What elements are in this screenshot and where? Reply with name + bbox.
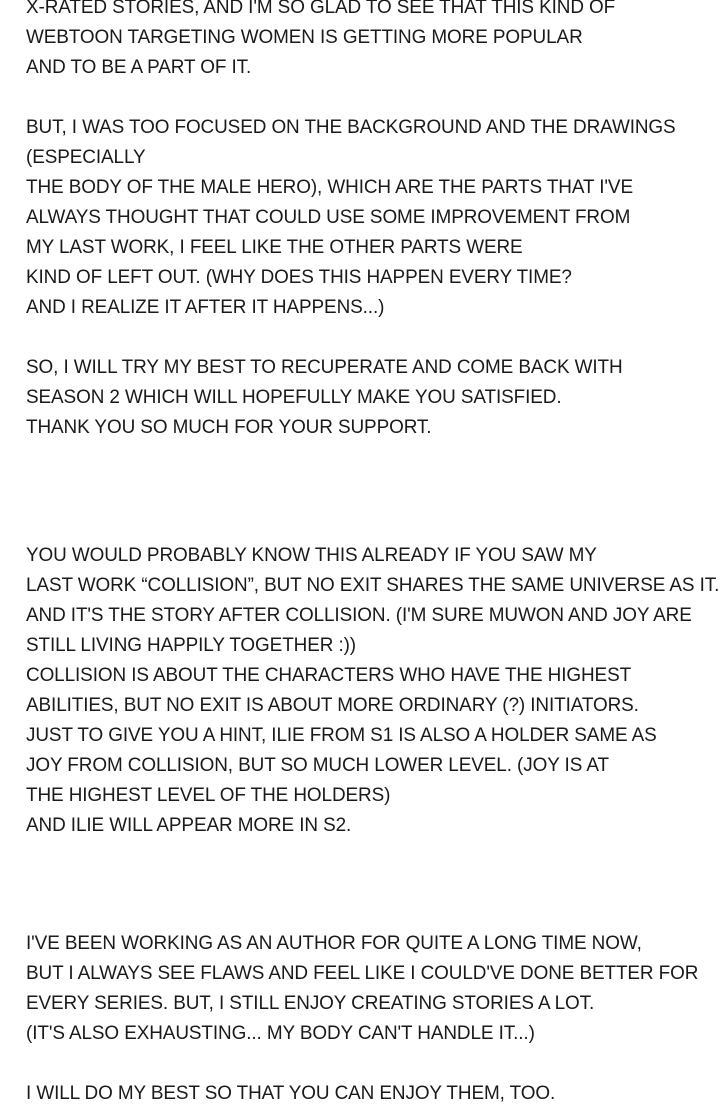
text-line: STILL LIVING HAPPILY TOGETHER :)): [26, 634, 357, 656]
paragraph-block: [26, 540, 720, 840]
paragraph-block: [26, 0, 694, 82]
section-spacer: [26, 442, 694, 540]
section-spacer: [26, 840, 694, 928]
text-line: I'VE BEEN WORKING AS AN AUTHOR FOR QUITE A LONG TIME NOW,: [26, 932, 642, 954]
text-line: THE HIGHEST LEVEL OF THE HOLDERS): [26, 784, 391, 806]
text-line: ALWAYS THOUGHT THAT COULD USE SOME IMPROVEMENT FROM: [26, 206, 631, 228]
paragraph-block: [26, 928, 699, 1048]
text-line: YOU WOULD PROBABLY KNOW THIS ALREADY IF YOU SAW MY: [26, 544, 597, 566]
text-line: KIND OF LEFT OUT. (WHY DOES THIS HAPPEN EVERY TIME?: [26, 266, 572, 288]
text-line: SO, I WILL TRY MY BEST TO RECUPERATE AND COME BACK WITH: [26, 356, 623, 378]
text-line: AND I REALIZE IT AFTER IT HAPPENS...): [26, 296, 385, 318]
text-line: ABILITIES, BUT NO EXIT IS ABOUT MORE ORDINARY (?) INITIATORS.: [26, 694, 639, 716]
text-line: SEASON 2 WHICH WILL HOPEFULLY MAKE YOU SATISFIED.: [26, 386, 562, 408]
text-line: BUT, I WAS TOO FOCUSED ON THE BACKGROUND AND THE DRAWINGS: [26, 116, 676, 138]
paragraph-spacer: [26, 322, 694, 352]
text-line: MY LAST WORK, I FEEL LIKE THE OTHER PARTS WERE: [26, 236, 523, 258]
text-line: JUST TO GIVE YOU A HINT, ILIE FROM S1 IS ALSO A HOLDER SAME AS: [26, 724, 657, 746]
paragraph-spacer: [26, 1048, 694, 1078]
text-line: AND TO BE A PART OF IT.: [26, 56, 252, 78]
text-line: I WILL DO MY BEST SO THAT YOU CAN ENJOY THEM, TOO.: [26, 1082, 556, 1104]
text-line: THE BODY OF THE MALE HERO), WHICH ARE THE PARTS THAT I'VE: [26, 176, 633, 198]
text-line: WEBTOON TARGETING WOMEN IS GETTING MORE POPULAR: [26, 26, 583, 48]
text-line: THANK YOU SO MUCH FOR YOUR SUPPORT.: [26, 416, 432, 438]
paragraph-block: [26, 352, 694, 442]
text-line: LAST WORK “COLLISION”, BUT NO EXIT SHARES THE SAME UNIVERSE AS IT.: [26, 574, 720, 596]
text-line: (IT'S ALSO EXHAUSTING... MY BODY CAN'T HANDLE IT...): [26, 1022, 535, 1044]
paragraph-spacer: [26, 82, 694, 112]
text-line: COLLISION IS ABOUT THE CHARACTERS WHO HAVE THE HIGHEST: [26, 664, 632, 686]
text-line: AND IT'S THE STORY AFTER COLLISION. (I'M SURE MUWON AND JOY ARE: [26, 604, 692, 626]
text-line: (ESPECIALLY: [26, 146, 146, 168]
text-line: EVERY SERIES. BUT, I STILL ENJOY CREATING STORIES A LOT.: [26, 992, 595, 1014]
text-line: JOY FROM COLLISION, BUT SO MUCH LOWER LEVEL. (JOY IS AT: [26, 754, 609, 776]
text-line: AND ILIE WILL APPEAR MORE IN S2.: [26, 814, 352, 836]
paragraph-block: [26, 112, 694, 322]
text-line: BUT I ALWAYS SEE FLAWS AND FEEL LIKE I COULD'VE DONE BETTER FOR: [26, 962, 699, 984]
text-line: X-RATED STORIES, AND I'M SO GLAD TO SEE THAT THIS KIND OF: [26, 0, 616, 18]
paragraph-block: [26, 1078, 694, 1108]
